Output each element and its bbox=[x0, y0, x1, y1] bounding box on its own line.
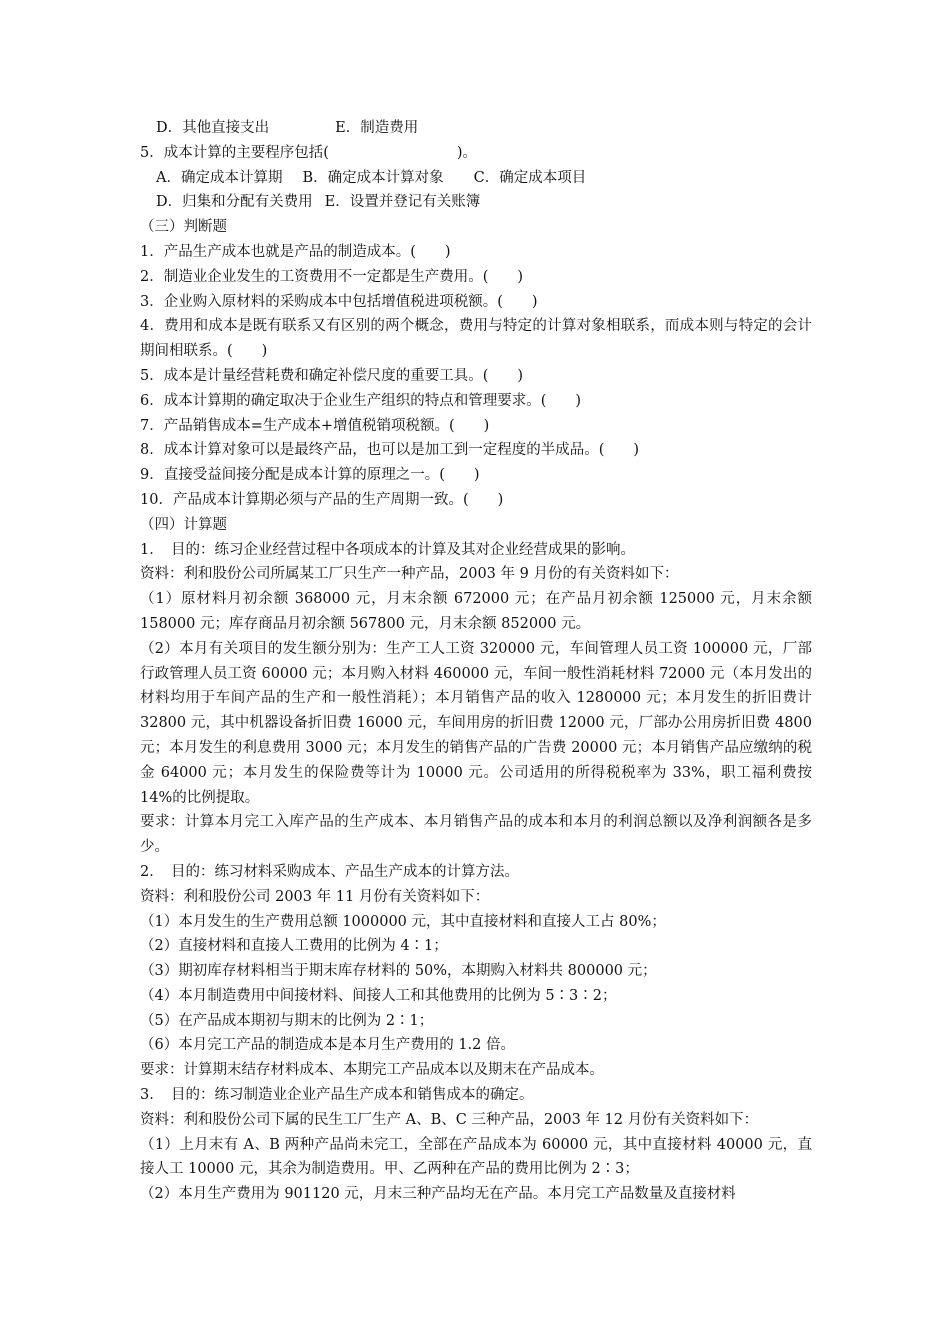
problem2-material: 资料：利和股份公司 2003 年 11 月份有关资料如下： bbox=[140, 888, 490, 905]
problem1-item2: （2）本月有关项目的发生额分别为：生产工人工资 320000 元，车间管理人员工资 100000 元，厂部行政管理人员工资 60000 元；本月购入材料 460000 元，车间一般性消耗材料 72000 元（本月发出的材料均用于车间产品的生产和一般性消耗）；本月销售产品的收入 1280000 元；本月发生的折旧费计 32800 元，其中机器设备折旧费 16000 元，车间用房的折旧费 12000 元，厂部办公用房折旧费 4800 元；本月发生的利息费用 3000 元；本月发生的销售产品的广告费 20000 元；本月销售产品应缴纳的税金 64000 元；本月发生的保险费等计为 10000 元。公司适用的所得税税率为 33%，职工福利费按 14%的比例提取。 bbox=[140, 640, 812, 806]
option-e: E．制造费用 bbox=[335, 120, 419, 136]
judgment-item: 3．企业购入原材料的采购成本中包括增值税进项税额。( ) bbox=[140, 293, 538, 310]
problem1-item1: （1）原材料月初余额 368000 元，月末余额 672000 元；在产品月初余额 125000 元，月末余额 158000 元；库存商品月初余额 567800 元，月末余额 852000 元。 bbox=[140, 591, 812, 632]
option-e: E．设置并登记有关账簿 bbox=[324, 194, 481, 211]
section-title-judgment: （三）判断题 bbox=[140, 219, 227, 236]
option-c: C．确定成本项目 bbox=[473, 169, 587, 186]
q5-options-de bbox=[140, 190, 812, 215]
problem1-requirement: 要求：计算本月完工入库产品的生产成本、本月销售产品的成本和本月的利润总额以及净利润额各是多少。 bbox=[140, 814, 812, 856]
problem3-material: 资料：利和股份公司下属的民生工厂生产 A、B、C 三种产品，2003 年 12 月份有关资料如下： bbox=[140, 1111, 759, 1128]
section-title-calculation: （四）计算题 bbox=[140, 516, 227, 533]
judgment-item: 4．费用和成本是既有联系又有区别的两个概念，费用与特定的计算对象相联系，而成本则与特定的会计期间相联系。( ) bbox=[140, 318, 812, 360]
q5-options-abc bbox=[140, 166, 812, 191]
problem2-item: （1）本月发生的生产费用总额 1000000 元，其中直接材料和直接人工占 80%； bbox=[140, 913, 666, 930]
problem1-material: 资料：利和股份公司所属某工厂只生产一种产品，2003 年 9 月份的有关资料如下： bbox=[140, 566, 679, 583]
problem1-purpose: 1． 目的：练习企业经营过程中各项成本的计算及其对企业经营成果的影响。 bbox=[140, 541, 635, 558]
option-b: B．确定成本计算对象 bbox=[302, 169, 444, 186]
problem2-requirement: 要求：计算期末结存材料成本、本期完工产品成本以及期末在产品成本。 bbox=[140, 1062, 604, 1079]
problem2-item: （4）本月制造费用中间接材料、间接人工和其他费用的比例为 5∶3∶2； bbox=[140, 987, 617, 1004]
problem2-item: （2）直接材料和直接人工费用的比例为 4∶1； bbox=[140, 938, 448, 955]
judgment-item: 1．产品生产成本也就是产品的制造成本。( ) bbox=[140, 243, 451, 260]
judgment-item: 8．成本计算对象可以是最终产品，也可以是加工到一定程度的半成品。( ) bbox=[140, 442, 640, 459]
q4-options-de bbox=[140, 116, 812, 141]
q5-stem: 5．成本计算的主要程序包括( )。 bbox=[140, 144, 478, 161]
judgment-item: 7．产品销售成本=生产成本+增值税销项税额。( ) bbox=[140, 417, 490, 434]
problem2-purpose: 2． 目的：练习材料采购成本、产品生产成本的计算方法。 bbox=[140, 863, 519, 880]
judgment-item: 10．产品成本计算期必须与产品的生产周期一致。( ) bbox=[140, 491, 504, 508]
judgment-item: 9．直接受益间接分配是成本计算的原理之一。( ) bbox=[140, 467, 480, 484]
document-page bbox=[140, 116, 812, 1207]
option-d: D．其他直接支出 bbox=[156, 120, 270, 136]
problem3-item2: （2）本月生产费用为 901120 元，月末三种产品均无在产品。本月完工产品数量及直接材料 bbox=[140, 1186, 736, 1203]
option-a: A．确定成本计算期 bbox=[156, 169, 283, 186]
problem3-purpose: 3． 目的：练习制造业企业产品生产成本和销售成本的确定。 bbox=[140, 1087, 534, 1104]
option-d: D．归集和分配有关费用 bbox=[156, 194, 313, 211]
problem2-item: （6）本月完工产品的制造成本是本月生产费用的 1.2 倍。 bbox=[140, 1037, 516, 1054]
judgment-item: 5．成本是计量经营耗费和确定补偿尺度的重要工具。( ) bbox=[140, 367, 524, 384]
judgment-item: 6．成本计算期的确定取决于企业生产组织的特点和管理要求。( ) bbox=[140, 392, 582, 409]
problem3-item1: （1）上月末有 A、B 两种产品尚未完工，全部在产品成本为 60000 元，其中直接材料 40000 元，直接人工 10000 元，其余为制造费用。甲、乙两种在产品的费用比例为 2∶3； bbox=[140, 1136, 812, 1178]
judgment-item: 2．制造业企业发生的工资费用不一定都是生产费用。( ) bbox=[140, 268, 524, 285]
problem2-item: （3）期初库存材料相当于期末库存材料的 50%，本期购入材料共 800000 元； bbox=[140, 963, 657, 980]
problem2-item: （5）在产品成本期初与期末的比例为 2∶1； bbox=[140, 1012, 434, 1029]
